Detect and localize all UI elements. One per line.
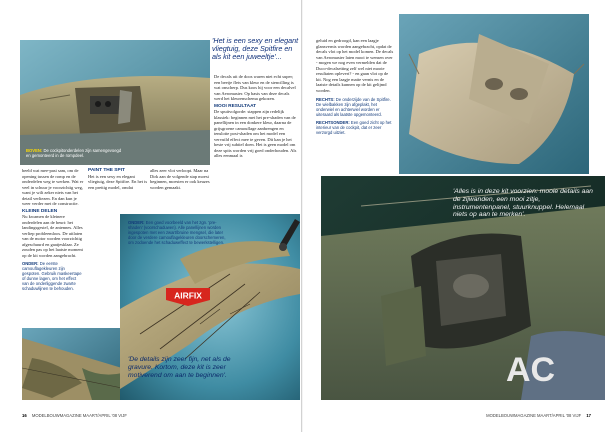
onder-left-label: ONDER: (22, 261, 39, 266)
onder-left-caption (22, 261, 84, 291)
left-page-number: 16 (22, 413, 27, 418)
right-footer-text: MODELBOUWMAGAZINE MAART/APRIL '08 VIJF (486, 413, 582, 418)
column-top-right-text: De decals uit de doos waren niet echt super; een beetje flets van kleur en de stencilling is wat onscherp. Dus koos hij voor een decalvel van Aeromaster. Op basis van deze decals werd het kleurenschema gekozen. (214, 74, 296, 101)
mooi-resultaat-heading: MOOI RESULTAAT (214, 103, 257, 109)
rechts-label: RECHTS: (316, 97, 335, 102)
camouflage-photo (22, 328, 122, 400)
column-2 (88, 168, 148, 190)
rechtsonder-text: Een goed zicht op het interieur van de cockpit, dat er zeer verzorgd uitziet. (316, 120, 392, 135)
pull-quote-bottom: 'De details zijn zeer fijn, net als de gravure. Kortom, deze kit is zeer motiverend om aan te beginnen'. (128, 356, 231, 379)
cockpit-caption-label: BOVEN: (26, 148, 43, 153)
airfix-logo-text: AIRFIX (174, 290, 202, 301)
underside-photo (399, 14, 589, 174)
paint-the-spit-heading: PAINT THE SPIT (88, 168, 125, 173)
right-page-number: 17 (586, 413, 591, 418)
left-footer (22, 413, 127, 418)
column-1-text: beeld wat mee-pasi sam, om de opening tussen de romp en de onderdelen weg te werken. Wat er veel in schuur je voorzichtig weg, want je wilt zeker niets van het detail verliezen. En dan kun je weer verder met de constructie. (22, 168, 84, 206)
column-3 (150, 168, 210, 190)
right-footer (486, 413, 591, 418)
pull-quote-top: 'Het is een sexy en elegant vliegtuig, deze Spitfire en als kit een juweeltje'... (212, 36, 299, 62)
rechtsonder-label: RECHTSONDER: (316, 120, 350, 125)
column-1 (22, 168, 84, 291)
onder-left-text: De eerste camouflagekleuren zijn gespoten. Gebruik maskeertape of dunne lagen, om het effect van de onderliggende zwarte schaduwlijnen te behouden. (22, 261, 82, 291)
rechts-text: De onderzijde van de Spitfire. De wielbakken zijn afgeplakt, het onderwiel en achterwiel worden er uiteraard als laatste opgemonteerd. (316, 97, 391, 117)
mooi-resultaat-text: De spuitvolgorde: stappen zijn redelijk klassiek: beginnen met het pre-shaden van de panellijnen in een donkere kleur, daarna de grijsgroene camouflage aanbrengen en tenslotte post-shaden om het model een vervuild effect mee te geven. Dit kan je het beste vrij subtiel doen. Het is geen model om deze spits worden vrij goed onderhouden. Als alles eenmaal is (214, 109, 297, 158)
left-page (0, 0, 302, 432)
onder-mid-text: Een goed voorbeeld van het zgn. 'pre-shaden' (voorschaduwen). Alle panellijnen worden ingespoten met een zwart/bruine mengsel, die later door de verdere camouflagekleuren doorschemeren, om zodoende het schaduweffect te bewerkstelligen. (128, 220, 226, 245)
left-footer-text: MODELBOUWMAGAZINE MAART/APRIL '08 VIJF (31, 413, 127, 418)
rechtsonder-caption (316, 120, 394, 135)
cockpit-caption (26, 148, 126, 158)
cockpit-caption-text: De cockpitonderdelen zijn samengevoegd en gemonteerd in de rompdeel. (26, 148, 122, 159)
kleine-delen-heading: KLEINE DELEN (22, 208, 58, 214)
rechts-caption (316, 97, 394, 117)
right-column-text: geluid en gedroogd, kan een laagje glansvernis worden aangebracht, opdat de decals vlot op het model komen. De decals van Aeromaster laten mooi te wensen over - mogen we nog even vermelden dat de Duco-decalsetting zelf wel niet mooie resultaten oplevert? - en gaan vlot op de kit. Nog een laagje matte vernis en de laatste details kunnen op de kit gelijmd worden. (316, 38, 394, 93)
code-letters: AC (506, 351, 556, 389)
pull-quote-right: 'Alles is in deze kit voorzien: mooie details aan de zijwanden, een mooi zitje, instrumentenpanel, stuurknuppel. Helemaal niets op aan te merken'. (453, 188, 593, 219)
airfix-logo (166, 288, 210, 306)
kleine-delen-text: Nu kwamen de kleinere onderdelen aan de beurt: het landingsgestel, de antennes. Alles verliep probleemloos. De uitlaten van de motor worden voorzichtig afgeschuurd en gaatjesklaar. Ze zouden pas op het laatste moment op de kit worden aangebracht. (22, 214, 83, 258)
column-3-text: alles zeer vlot verloopt. Maar na Dirk aan de volgende stap moest beginnen, moesten er ook keuzes worden gemaakt. (150, 168, 210, 190)
column-2-text: Het is een sexy en elegant vliegtuig, deze Spitfire. En het is een prettig model, omdat (88, 173, 148, 190)
onder-mid-label: ONDER: (128, 220, 145, 225)
cockpit-photo (20, 40, 210, 165)
onder-mid-caption (128, 220, 228, 245)
right-column (316, 38, 394, 135)
right-page (303, 0, 605, 432)
column-top-right (214, 74, 298, 159)
